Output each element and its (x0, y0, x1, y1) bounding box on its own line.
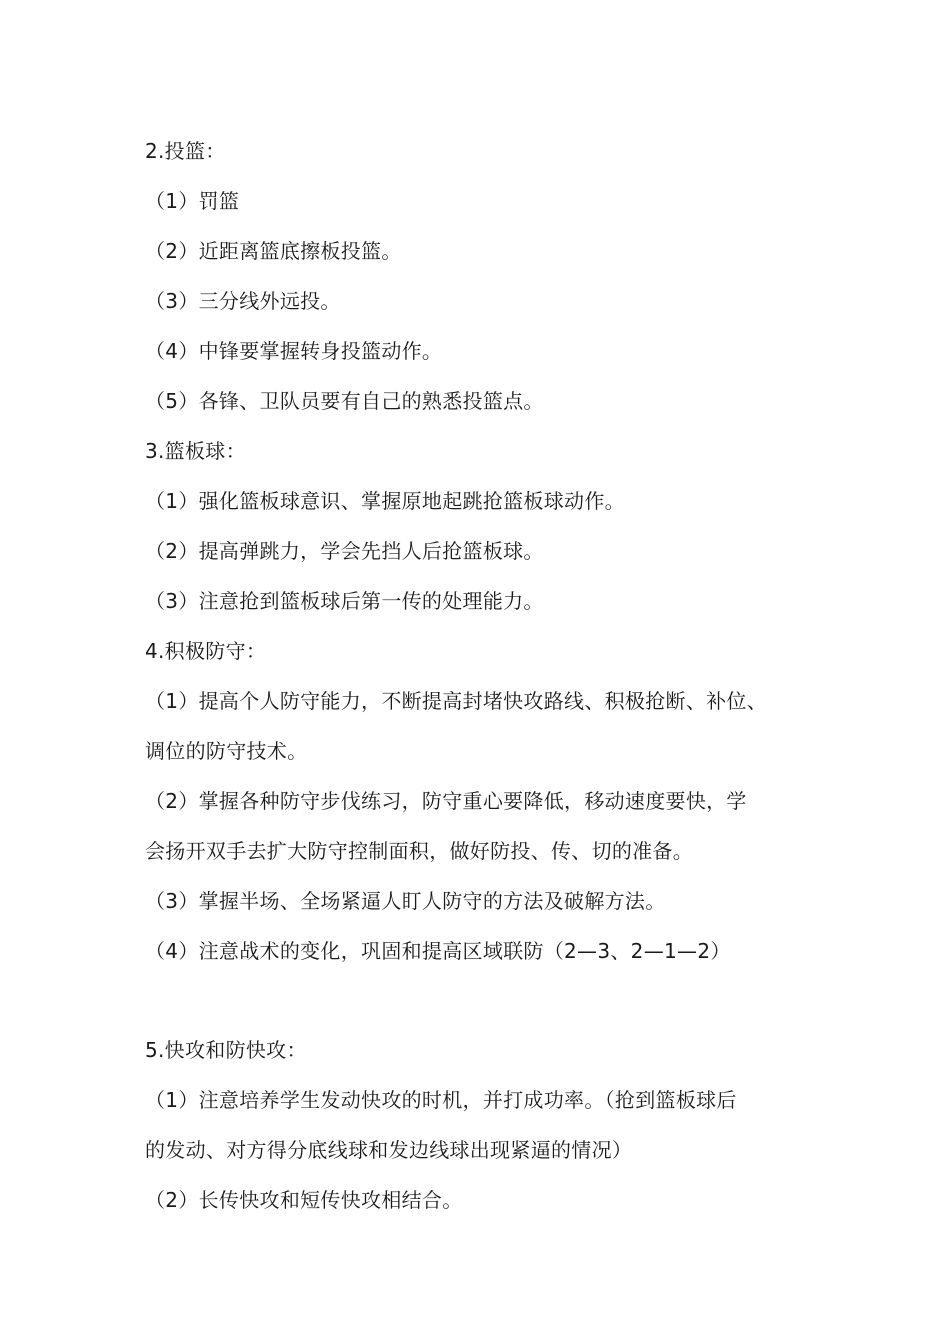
list-item-continuation: 调位的防守技术。 (145, 739, 308, 763)
list-item: （4）中锋要掌握转身投篮动作。 (145, 339, 443, 363)
list-item: （2）近距离篮底擦板投篮。 (145, 239, 402, 263)
list-item: （1）注意培养学生发动快攻的时机，并打成功率。（抢到篮板球后 (145, 1088, 737, 1112)
list-item: （2）提高弹跳力，学会先挡人后抢篮板球。 (145, 539, 544, 563)
blank-line (145, 976, 825, 1025)
list-item: （1）强化篮板球意识、掌握原地起跳抢篮板球动作。 (145, 489, 625, 513)
list-item-continuation: 的发动、对方得分底线球和发边线球出现紧逼的情况） (145, 1138, 633, 1162)
list-item: （3）三分线外远投。 (145, 289, 341, 313)
document-body (145, 126, 825, 1225)
list-item: （3）注意抢到篮板球后第一传的处理能力。 (145, 589, 544, 613)
list-item: （1）罚篮 (145, 189, 240, 213)
section-heading: 4.积极防守： (145, 639, 267, 663)
list-item: （2）掌握各种防守步伐练习，防守重心要降低，移动速度要快，学 (145, 789, 747, 813)
list-item-continuation: 会扬开双手去扩大防守控制面积，做好防投、传、切的准备。 (145, 839, 694, 863)
section-heading: 5.快攻和防快攻： (145, 1038, 307, 1062)
list-item: （3）掌握半场、全场紧逼人盯人防守的方法及破解方法。 (145, 889, 666, 913)
list-item: （1）提高个人防守能力，不断提高封堵快攻路线、积极抢断、补位、 (145, 689, 768, 713)
list-item: （5）各锋、卫队员要有自己的熟悉投篮点。 (145, 389, 544, 413)
list-item: （2）长传快攻和短传快攻相结合。 (145, 1188, 463, 1212)
section-heading: 3.篮板球： (145, 439, 246, 463)
section-heading: 2.投篮： (145, 139, 226, 163)
list-item: （4）注意战术的变化，巩固和提高区域联防（2—3、2—1—2） (145, 939, 731, 963)
